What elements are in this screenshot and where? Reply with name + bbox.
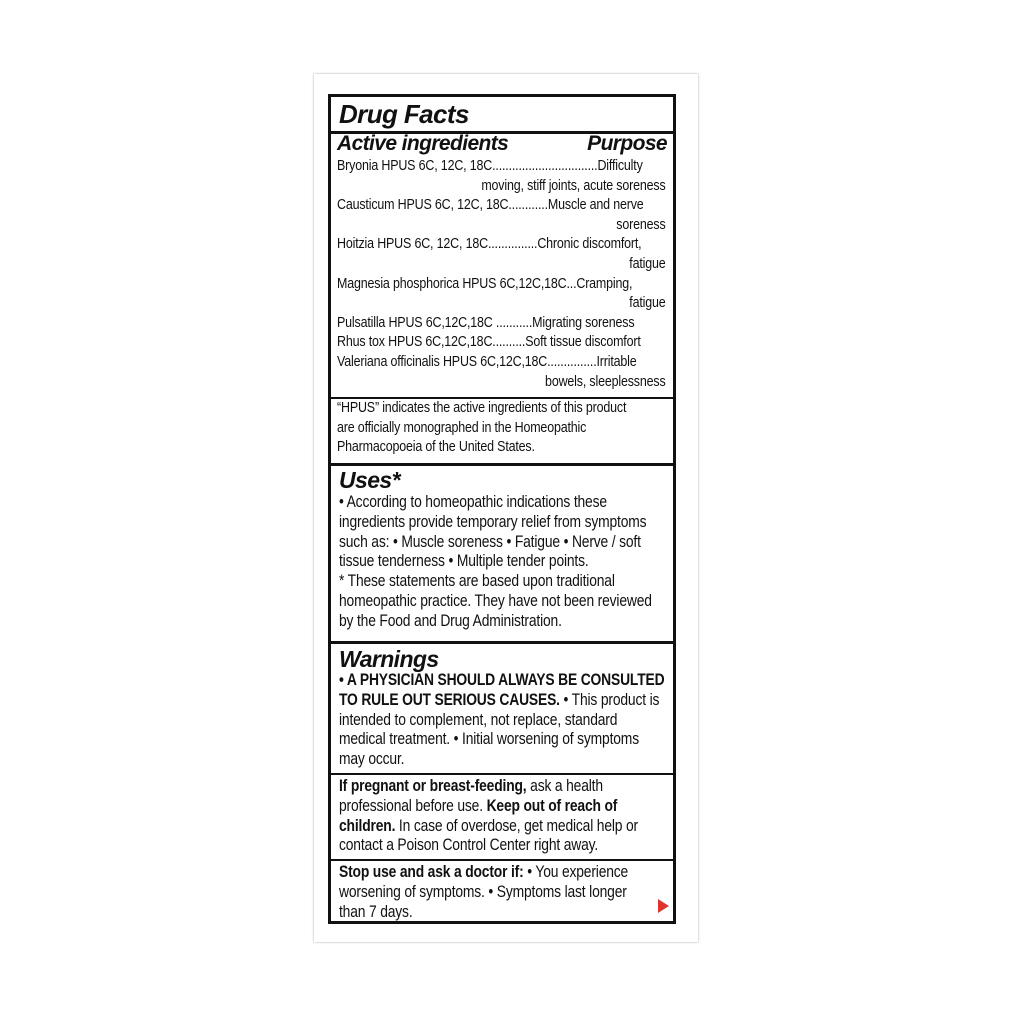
ingredient-line: Hoitzia HPUS 6C, 12C, 18C...............Chronic discomfort, [337,236,642,253]
warnings-text [339,671,664,770]
pregnancy-text-run: ask a health [526,777,603,795]
ingredients-list [337,157,666,392]
ingredient-line: Magnesia phosphorica HPUS 6C,12C,18C...Cramping, [337,275,633,292]
warnings-bold-text: TO RULE OUT SERIOUS CAUSES. [339,690,560,709]
ingredient-line: Valeriana officinalis HPUS 6C,12C,18C...............Irritable [337,353,637,370]
uses-line: * These statements are based upon traditional [339,572,615,591]
ingredient-line: Rhus tox HPUS 6C,12C,18C..........Soft tissue discomfort [337,334,641,351]
uses-line: such as: • Muscle soreness • Fatigue • Nerve / soft [339,532,641,551]
warnings-line [339,671,664,691]
pregnancy-text-run: professional before use. [339,796,487,815]
stop-use-line: worsening of symptoms. • Symptoms last longer [339,882,627,901]
uses-line: • According to homeopathic indications these [339,493,607,511]
pregnancy-bold-text: children. [339,816,396,835]
ingredient-line: moving, stiff joints, acute soreness [481,177,666,194]
warnings-line: may occur. [339,750,405,769]
uses-line: ingredients provide temporary relief from symptoms [339,512,647,531]
drug-facts-panel [328,94,676,924]
active-ingredients-heading: Active ingredients [337,132,509,155]
uses-heading: Uses* [339,467,400,493]
drug-facts-title: Drug Facts [339,99,469,129]
hpus-note [337,399,666,458]
pregnancy-text-run: In case of overdose, get medical help or [395,816,639,835]
pregnancy-line [339,777,638,797]
stop-use-line: than 7 days. [339,902,413,921]
warnings-line: intended to complement, not replace, standard [339,710,618,729]
uses-line: homeopathic practice. They have not been reviewed [339,591,652,610]
uses-text [339,493,652,632]
continue-arrow-icon [658,899,669,913]
warnings-text-run: • This product is [559,690,660,709]
pregnancy-line [339,817,638,837]
active-ingredients-header [337,133,667,154]
stop-use-text-run: • You experience [523,863,629,881]
note-line: are officially monographed in the Homeopathic [337,419,587,436]
note-line: Pharmacopoeia of the United States. [337,439,535,456]
ingredient-line: soreness [616,216,666,233]
ingredient-line: Bryonia HPUS 6C, 12C, 18C................................Difficulty [337,158,643,174]
warnings-bold-text: • A PHYSICIAN SHOULD ALWAYS BE CONSULTED [339,671,665,689]
pregnancy-text [339,777,638,856]
stop-use-rule [331,859,673,861]
warnings-heading: Warnings [339,646,439,672]
pregnancy-bold-text: If pregnant or breast-feeding, [339,777,527,795]
uses-rule [331,463,673,466]
pregnancy-bold-text: Keep out of reach of [486,796,618,815]
uses-line: by the Food and Drug Administration. [339,611,562,630]
ingredient-line: fatigue [629,255,666,272]
stop-use-line [339,863,628,883]
ingredient-line: Pulsatilla HPUS 6C,12C,18C ...........Migrating soreness [337,314,635,331]
stop-use-bold-text: Stop use and ask a doctor if: [339,863,524,881]
purpose-heading: Purpose [587,132,667,155]
ingredient-line: bowels, sleeplessness [545,373,666,390]
stop-use-text [339,863,628,922]
warnings-line [339,691,664,711]
pregnancy-line [339,797,638,817]
warnings-line: medical treatment. • Initial worsening of symptoms [339,730,639,749]
ingredient-line: fatigue [629,295,666,312]
warnings-rule [331,641,673,644]
note-line: “HPUS” indicates the active ingredients of this product [337,400,627,416]
ingredient-line: Causticum HPUS 6C, 12C, 18C............Muscle and nerve [337,197,644,214]
uses-line: tissue tenderness • Multiple tender points. [339,552,589,571]
pregnancy-rule [331,773,673,775]
pregnancy-line: contact a Poison Control Center right away. [339,836,599,855]
